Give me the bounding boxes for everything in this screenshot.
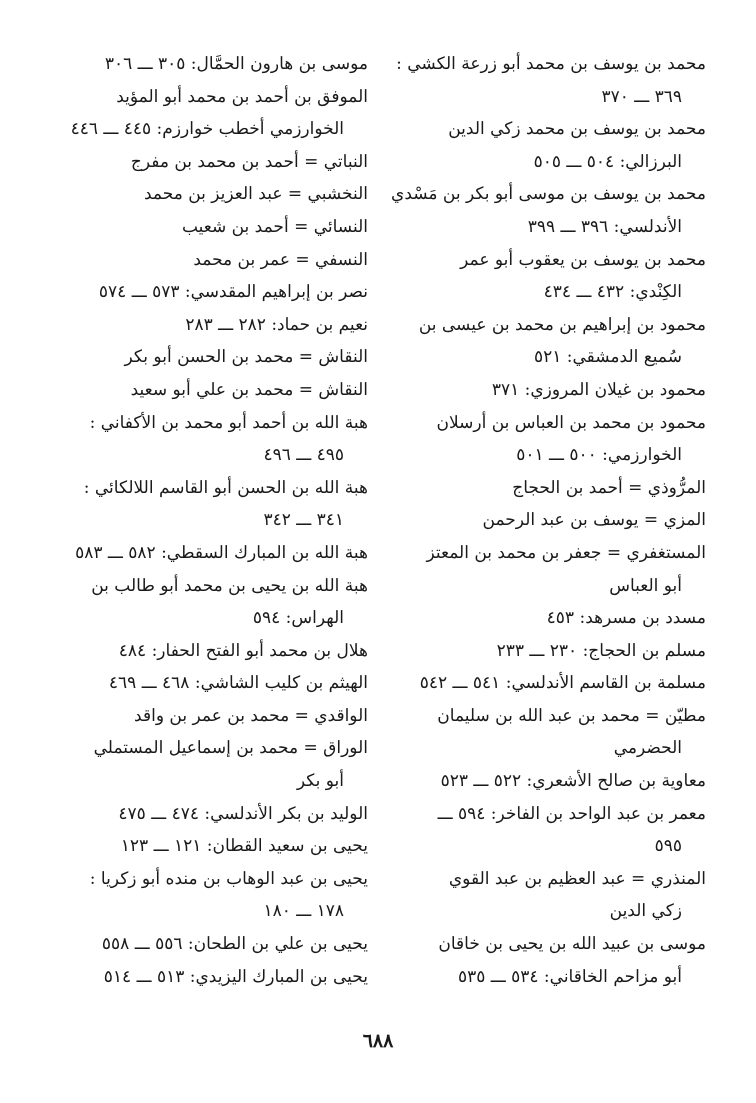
index-entry-text: يحيى بن سعيد القطان: ١٢١ ـــ ١٢٣ [120, 836, 368, 857]
index-entry-text: هبة الله بن المبارك السقطي: ٥٨٢ ـــ ٥٨٣ [75, 542, 368, 563]
index-entry-continuation: الخوارزمي أخطب خوارزم: ٤٤٥ ـــ ٤٤٦ [70, 119, 344, 140]
index-entry [50, 81, 368, 146]
index-entry [388, 602, 706, 635]
index-entry [388, 48, 706, 113]
index-entry [388, 244, 706, 309]
index-entry-continuation: البرزالي: ٥٠٤ ـــ ٥٠٥ [533, 151, 682, 172]
index-entry [50, 407, 368, 472]
index-entry-continuation: زكي الدين [609, 901, 682, 922]
index-entry-text: يحيى بن المبارك اليزيدي: ٥١٣ ـــ ٥١٤ [103, 966, 368, 987]
index-entry [388, 472, 706, 505]
index-entry [388, 700, 706, 765]
index-entry-text: محمد بن يوسف بن موسى أبو بكر بن مَسْدي [391, 184, 706, 205]
index-entry [50, 276, 368, 309]
index-entry-text: مسلمة بن القاسم الأندلسي: ٥٤١ ـــ ٥٤٢ [419, 673, 706, 694]
index-entry [50, 146, 368, 179]
index-entry-text: المنذري = عبد العظيم بن عبد القوي [448, 868, 706, 889]
index-entry [50, 667, 368, 700]
index-entry-text: النسائي = أحمد بن شعيب [181, 216, 368, 237]
index-entry [50, 48, 368, 81]
index-entry-text: النقاش = محمد بن علي أبو سعيد [130, 379, 368, 400]
index-entry-text: محمد بن يوسف بن يعقوب أبو عمر [460, 249, 706, 270]
index-entry-continuation: الهراس: ٥٩٤ [252, 608, 344, 629]
index-entry-text: النخشبي = عبد العزيز بن محمد [143, 184, 368, 205]
index-entry [50, 635, 368, 668]
index-entry-continuation: أبو بكر [296, 771, 344, 792]
index-entry-text: يحيى بن عبد الوهاب بن منده أبو زكريا : [89, 868, 368, 889]
index-entry [388, 928, 706, 993]
index-entry-text: مسلم بن الحجاج: ٢٣٠ ـــ ٢٣٣ [496, 640, 706, 661]
index-entry [388, 537, 706, 602]
index-entry [388, 504, 706, 537]
index-entry [50, 700, 368, 733]
index-entry [50, 374, 368, 407]
index-entry [50, 341, 368, 374]
index-entry-continuation: ٤٩٥ ـــ ٤٩٦ [263, 445, 344, 466]
index-entry [50, 961, 368, 994]
page-number: ٦٨٨ [362, 1030, 394, 1052]
index-entry [388, 863, 706, 928]
index-entry [50, 830, 368, 863]
index-entry-text: نعيم بن حماد: ٢٨٢ ـــ ٢٨٣ [185, 314, 368, 335]
index-entry-text: هلال بن محمد أبو الفتح الحفار: ٤٨٤ [118, 640, 368, 661]
index-entry [388, 407, 706, 472]
index-entry-continuation: أبو العباس [609, 575, 682, 596]
index-entry-text: النباتي = أحمد بن محمد بن مفرج [130, 151, 368, 172]
index-entry-text: نصر بن إبراهيم المقدسي: ٥٧٣ ـــ ٥٧٤ [98, 282, 368, 303]
index-entry-continuation: ٣٦٩ ـــ ٣٧٠ [601, 86, 682, 107]
index-entry-continuation: ٣٤١ ـــ ٣٤٢ [263, 510, 344, 531]
index-entry-continuation: الخوارزمي: ٥٠٠ ـــ ٥٠١ [516, 445, 682, 466]
index-entry-text: الوليد بن بكر الأندلسي: ٤٧٤ ـــ ٤٧٥ [118, 803, 368, 824]
index-entry-text: موسى بن عبيد الله بن يحيى بن خاقان [438, 934, 706, 955]
index-column-right [388, 48, 706, 993]
index-entry-text: هبة الله بن أحمد أبو محمد بن الأكفاني : [89, 412, 368, 433]
index-entry-text: هبة الله بن الحسن أبو القاسم اللالكائي : [83, 477, 368, 498]
index-entry [388, 113, 706, 178]
index-entry-text: مسدد بن مسرهد: ٤٥٣ [546, 608, 706, 629]
index-entry-text: محمد بن يوسف بن محمد أبو زرعة الكشي : [396, 54, 706, 74]
index-entry [388, 309, 706, 374]
index-entry [388, 374, 706, 407]
index-entry-text: مطيّن = محمد بن عبد الله بن سليمان [437, 705, 706, 726]
index-entry-text: محمد بن يوسف بن محمد زكي الدين [448, 119, 706, 140]
index-entry-text: النقاش = محمد بن الحسن أبو بكر [124, 347, 368, 368]
index-entry-continuation: ١٧٨ ـــ ١٨٠ [263, 901, 344, 922]
index-entry-text: الهيثم بن كليب الشاشي: ٤٦٨ ـــ ٤٦٩ [108, 673, 368, 694]
index-entry [50, 798, 368, 831]
index-entry-continuation: سُميع الدمشقي: ٥٢١ [533, 347, 682, 368]
index-entry-text: محمود بن غيلان المروزي: ٣٧١ [491, 379, 706, 400]
index-entry [50, 244, 368, 277]
index-entry-continuation: أبو مزاحم الخاقاني: ٥٣٤ ـــ ٥٣٥ [457, 966, 682, 987]
index-entry-text: محمود بن محمد بن العباس بن أرسلان [436, 412, 706, 433]
index-entry [50, 472, 368, 537]
index-entry-text: معاوية بن صالح الأشعري: ٥٢٢ ـــ ٥٢٣ [440, 771, 706, 792]
index-entry [50, 570, 368, 635]
index-entry-continuation: ٥٩٥ [654, 836, 682, 857]
index-entry [50, 178, 368, 211]
index-entry [388, 178, 706, 243]
index-entry [50, 537, 368, 570]
index-entry-text: النسفي = عمر بن محمد [193, 249, 368, 270]
index-entry [50, 309, 368, 342]
index-entry-text: الوراق = محمد بن إسماعيل المستملي [93, 738, 368, 759]
index-entry-text: معمر بن عبد الواحد بن الفاخر: ٥٩٤ ـــ [437, 803, 706, 824]
index-entry-text: محمود بن إبراهيم بن محمد بن عيسى بن [418, 314, 706, 335]
index-entry [50, 211, 368, 244]
index-entry [50, 732, 368, 797]
index-entry-text: المستغفري = جعفر بن محمد بن المعتز [426, 542, 706, 563]
index-entry-text: هبة الله بن يحيى بن محمد أبو طالب بن [91, 575, 368, 596]
index-entry-continuation: الحضرمي [613, 738, 682, 759]
index-entry [388, 667, 706, 700]
index-entry-continuation: الكِنْدي: ٤٣٢ ـــ ٤٣٤ [543, 282, 682, 303]
index-entry-text: الموفق بن أحمد بن محمد أبو المؤيد [116, 86, 368, 107]
index-entry-text: موسى بن هارون الحمَّال: ٣٠٥ ـــ ٣٠٦ [104, 54, 368, 74]
index-entry [50, 863, 368, 928]
index-entry [388, 635, 706, 668]
index-entry [388, 765, 706, 798]
index-entry [50, 928, 368, 961]
index-entry-text: الواقدي = محمد بن عمر بن واقد [134, 705, 368, 726]
index-entry-text: يحيى بن علي بن الطحان: ٥٥٦ ـــ ٥٥٨ [101, 934, 368, 955]
index-entry [388, 798, 706, 863]
index-entry-text: المزي = يوسف بن عبد الرحمن [482, 510, 706, 531]
index-entry-text: المرُّوذي = أحمد بن الحجاج [512, 477, 706, 498]
index-column-left [50, 48, 368, 993]
index-entry-continuation: الأندلسي: ٣٩٦ ـــ ٣٩٩ [527, 216, 682, 237]
